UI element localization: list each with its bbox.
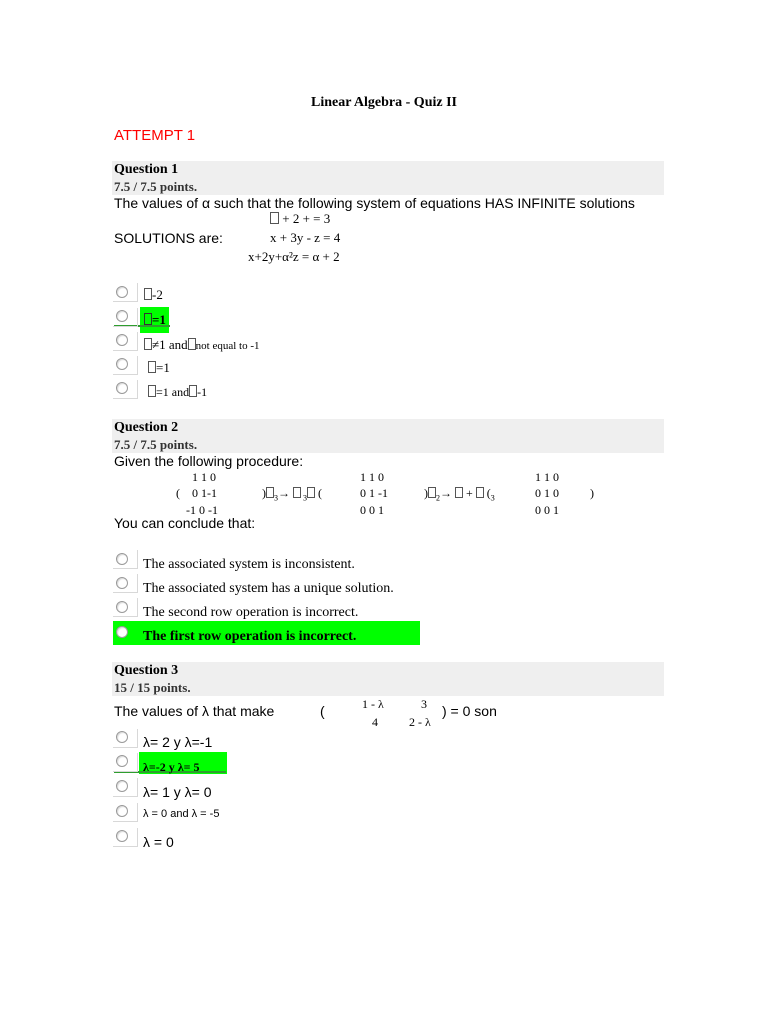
question-3-prompt: The values of λ that make (114, 703, 275, 719)
option-radio[interactable] (116, 830, 128, 842)
question-2-conclude: You can conclude that: (114, 515, 256, 531)
option-radio[interactable] (116, 805, 128, 817)
q3-option-1-text: λ= 2 y λ=-1 (143, 734, 213, 750)
question-2-prompt: Given the following procedure: (114, 453, 304, 469)
q1-option-4-text: =1 (148, 360, 170, 376)
option-radio[interactable] (116, 358, 128, 370)
q3-option-4-text: λ = 0 and λ = -5 (143, 808, 220, 820)
matrix-cell-21: 4 (372, 715, 378, 729)
q3-option-2-text: λ=-2 y λ= 5 (143, 760, 200, 774)
matrix-2-row-3: 0 0 1 (360, 503, 384, 517)
q2-option-4-text: The first row operation is incorrect. (143, 629, 357, 644)
page-title: Linear Algebra - Quiz II (311, 95, 457, 110)
matrix-2-row-2: 0 1 -1 (360, 486, 388, 500)
question-3-points: 15 / 15 points. (114, 680, 191, 695)
question-2-header (112, 419, 664, 453)
q2-option-2-text: The associated system has a unique solution. (143, 581, 394, 596)
equation-1: + 2 + = 3 (270, 211, 330, 227)
missing-glyph-icon (293, 487, 301, 498)
matrix-cell-12: 3 (421, 697, 427, 711)
option-radio[interactable] (116, 780, 128, 792)
option-radio[interactable] (116, 334, 128, 346)
option-radio[interactable] (116, 755, 128, 767)
option-radio[interactable] (116, 286, 128, 298)
matrix-open-paren: ( (320, 703, 325, 719)
question-1-title: Question 1 (114, 162, 179, 177)
matrix-1-row-1: 1 1 0 (192, 470, 216, 484)
q1-option-2-text: =1 (144, 312, 166, 328)
missing-glyph-icon (428, 487, 436, 498)
equation-2: x + 3y - z = 4 (270, 230, 341, 245)
matrix-1-row-2: 0 1-1 (192, 486, 217, 500)
matrix-cell-11: 1 - λ (362, 697, 384, 711)
option-radio[interactable] (116, 626, 128, 638)
q3-option-3-text: λ= 1 y λ= 0 (143, 784, 212, 800)
missing-glyph-icon (144, 313, 152, 325)
question-1-prompt: The values of α such that the following system of equations HAS INFINITE solutions (114, 195, 635, 211)
option-radio[interactable] (116, 382, 128, 394)
matrix-1-row-3: -1 0 -1 (186, 503, 218, 517)
question-3-title: Question 3 (114, 663, 179, 678)
missing-glyph-icon (189, 385, 197, 397)
missing-glyph-icon (188, 338, 196, 350)
matrix-2-row-1: 1 1 0 (360, 470, 384, 484)
missing-glyph-icon (266, 487, 274, 498)
row-operation-2: ) $_2\to + (_3$ (424, 486, 495, 503)
option-radio[interactable] (116, 731, 128, 743)
missing-glyph-icon (476, 487, 484, 498)
matrix-3-row-2: 0 1 0 (535, 486, 559, 500)
option-radio[interactable] (116, 553, 128, 565)
solutions-label: SOLUTIONS are: (114, 230, 223, 246)
attempt-label: ATTEMPT 1 (114, 127, 196, 144)
q1-option-1-text: -2 (144, 287, 163, 303)
equation-3: x+2y+α²z = α + 2 (248, 249, 340, 264)
question-1-header (112, 161, 664, 195)
question-3-header (112, 662, 664, 696)
missing-glyph-icon (148, 385, 156, 397)
missing-glyph-icon (148, 361, 156, 373)
question-2-title: Question 2 (114, 420, 179, 435)
option-radio[interactable] (116, 577, 128, 589)
q2-option-1-text: The associated system is inconsistent. (143, 557, 355, 572)
row-operation-1: ) $_3$→ $_3$ ( (262, 486, 322, 503)
missing-glyph-icon (144, 338, 152, 350)
matrix-3-row-3: 0 0 1 (535, 503, 559, 517)
option-radio[interactable] (116, 310, 128, 322)
q3-option-5-text: λ = 0 (143, 834, 174, 850)
option-radio[interactable] (116, 601, 128, 613)
matrix-3-row-1: 1 1 0 (535, 470, 559, 484)
missing-glyph-icon (270, 212, 279, 224)
q1-option-3-text: ≠1 and not equal to -1 (144, 337, 260, 353)
matrix-cell-22: 2 - λ (409, 715, 431, 729)
q1-option-5-text: =1 and -1 (148, 385, 207, 400)
matrix-3-close-paren: ) (590, 486, 594, 500)
matrix-suffix: ) = 0 son (442, 703, 497, 719)
missing-glyph-icon (307, 487, 315, 498)
missing-glyph-icon (144, 288, 152, 300)
q2-option-3-text: The second row operation is incorrect. (143, 605, 359, 620)
question-2-points: 7.5 / 7.5 points. (114, 437, 198, 452)
matrix-1-open-paren: ( (176, 486, 180, 500)
missing-glyph-icon (455, 487, 463, 498)
question-1-points: 7.5 / 7.5 points. (114, 179, 198, 194)
